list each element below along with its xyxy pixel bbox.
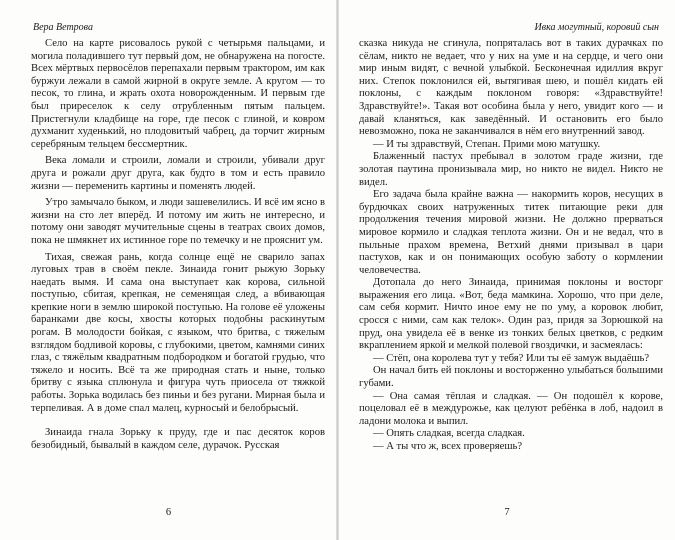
paragraph: Века ломали и строили, ломали и строили, убивали друг друга и рожали друг друга, как будто в том и есть правило жизни — переменить картины и поменять людей. [31, 155, 325, 192]
paragraph: — А ты что ж, всех проверяешь? [373, 441, 523, 452]
paragraph: — Опять сладкая, всегда сладкая. [373, 428, 525, 440]
paragraph: сказка никуда не сгинула, попряталась вот в таких дурачках по сёлам, никто не ведает, что у них на уме и на сердце, и чего они мир иным видят, с вечной улыбкой. Бесконечная идиллия вкруг них. Степок поклонился ей, вытягивая шею, и пошёл кидать ей поклоны, с каждым поклоном говоря: «Здравствуйте! Здравствуйте!». Такая вот особина была у него, увидит кого — и давай кланяться, как заведённый. И остановить его было невозможно, пока не заканчивался в нём его внутренний завод. [359, 38, 663, 138]
paragraph: Тихая, свежая рань, когда солнце ещё не сварило запах луговых трав в своём пекле. Зинаида гонит рыжую Зорьку наедать вымя. И сама она выступает как корова, сильной поступью, сбитая, крепкая, не семенящая след, а вбивающая крепкие ноги в землю широкой поступью. На голове её уложены баранками две косы, хвосты которых подобны раскинутым рогам. В молодости бойкая, с языком, что бритва, с тяжелым взглядом бодливой коровы, с глубокими, цветом, камнями синих глаз, с тяжёлым квадратным подбородком и богатой грудью, что тяжело и носить. Всё та же природная стать и ныне, только бритву с языка сплюнула и фигура чуть приосела от тяжкой работы. Зорька водилась без пиньи и без ругани. Мирная была и терпеливая. А в доме спал малец, курносый и белобрысый. [31, 251, 325, 414]
running-head-author: Вера Ветрова [33, 22, 93, 33]
paragraph: Утро замычало быком, и люди зашевелились. И всё им ясно в жизни на сто лет вперёд. И потому им жить не интересно, и потому они заводят мучительные сцены в театрах своих домов, пока не шмякнет их истинное горе по темечку и не прояснит ум. [31, 197, 325, 246]
right-page-body [359, 38, 663, 454]
right-page [339, 0, 675, 540]
paragraph: Зинаида гнала Зорьку к пруду, где и пас десяток коров безобидный, бывалый в каждом селе, дурачок. Русская [31, 427, 325, 451]
page-number-right: 7 [504, 507, 510, 518]
paragraph: — И ты здравствуй, Степан. Прими мою матушку. [373, 138, 601, 150]
left-page-body [31, 38, 325, 452]
paragraph: Дотопала до него Зинаида, принимая поклоны и восторг выражения его лица. «Вот, беда мамкина. Хорошо, что при деле, сам себя кормит. Ничто иное ему не по уму, а коровок любит, сросся с ними, сам как телок». Один раз, придя за Зорюшкой на пруд, она увидела её в венке из тонких белых цветков, с редким вкраплением яркой и мелкой полевой гвоздички, и засмеялась: [359, 277, 663, 352]
left-page [0, 0, 337, 540]
paragraph: Блаженный пастух пребывал в золотом граде жизни, где золотая паутина пронизывала мир, но никто не видел. Никто не видел. [359, 151, 663, 188]
page-number-left: 6 [165, 507, 172, 518]
paragraph: Его задача была крайне важна — накормить коров, несущих в бурдючках своих натруженных титек питающие реки для продолжения течения мировой жизни. Не должно прерваться мировое кормило и сладкая теплота жизни. Он и не ведал, что в пыльные прахом времена, Ветхий днями призывал в цари пастухов, как и он понимающих особую заботу о кормлении человечества. [359, 189, 663, 276]
running-head-title: Ивка могутный, коровий сын [534, 22, 659, 33]
paragraph: — Стёп, она королева тут у тебя? Или ты её замуж выдаёшь? [373, 352, 650, 364]
paragraph: — Она самая тёплая и сладкая. — Он подошёл к корове, поцеловал её в междурожье, как целуют ребёнка в лоб, надоил в ладони молока и выпил. [359, 390, 663, 427]
paragraph: Село на карте рисовалось рукой с четырьмя пальцами, и могила поладившего тут первый дом, не обнаружена на погосте. Всех мёртвых первосёлов перепахали первым трактором, им как буржуи лежали в самой жирной в округе земле. А кругом — то песок, то глина, и жрать охота новорожденным. И первым где был приреселок к селу отрубленным пятым пальцем. Пристегнули кладбище на горе, где песок с глиной, и ковром духманит худенький, но плодовитый чабрец, да торчит жирным серебряным тельцем бессмертник. [31, 38, 325, 150]
paragraph: Он начал бить ей поклоны и восторженно улыбаться большими губами. [359, 365, 663, 390]
